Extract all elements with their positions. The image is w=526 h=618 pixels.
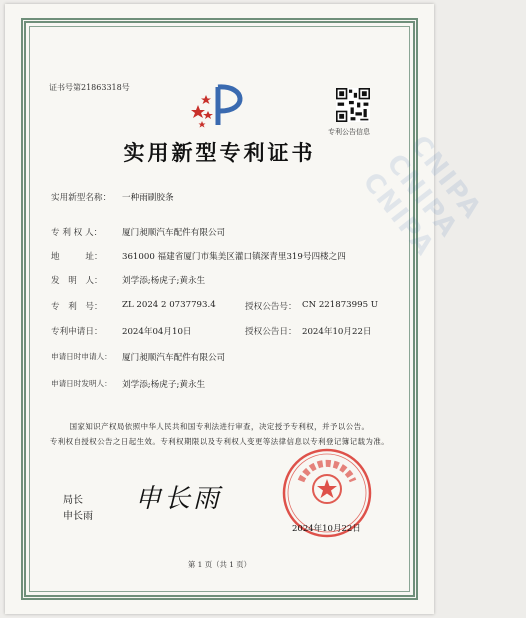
field-label-inventor: 发 明 人： (51, 276, 103, 286)
cnipa-logo-icon (188, 81, 252, 129)
field-value-applicant: 厦门昶顺汽车配件有限公司 (122, 353, 226, 363)
field-value-pub-date: 2024年10月22日 (302, 327, 372, 337)
field-label-patent-number: 专 利 号： (51, 302, 103, 312)
field-value-patentee: 厦门昶顺汽车配件有限公司 (122, 228, 226, 238)
field-label-applicant: 申请日时申请人： (51, 352, 112, 361)
notice-line-2: 专利权自授权公告之日起生效。专利权期限以及专利权人变更等法律信息以专利登记簿记载为准。 (49, 437, 390, 446)
field-value-address: 361000 福建省厦门市集美区灌口镇深青里319号四楼之四 (122, 252, 346, 262)
field-label-pub-number: 授权公告号： (245, 302, 297, 312)
field-label-pub-date: 授权公告日： (245, 327, 297, 337)
director-name: 申长雨 (63, 511, 93, 522)
field-label-filing-date: 专利申请日： (51, 327, 103, 337)
field-value-name: 一种雨刷胶条 (122, 193, 174, 203)
certificate-title: 实用新型专利证书 (123, 140, 316, 165)
qr-label: 专利公告信息 (328, 128, 370, 136)
field-value-applicant-inventor: 刘学添;杨虎子;黄永生 (122, 380, 206, 390)
certificate-page (5, 4, 488, 614)
seal-date: 2024年10月22日 (292, 524, 361, 534)
field-label-applicant-inventor: 申请日时发明人： (51, 379, 112, 388)
field-value-inventor: 刘学添;杨虎子;黄永生 (122, 276, 206, 286)
qr-code-icon[interactable] (336, 88, 370, 122)
field-label-address: 地 址： (51, 252, 103, 262)
watermark: CNIPA CNIPA CNIPA (356, 130, 488, 263)
page-number: 第 1 页（共 1 页） (187, 560, 252, 569)
field-label-patentee: 专 利 权 人： (51, 228, 103, 238)
director-signature: 申长雨 (135, 484, 223, 514)
field-value-filing-date: 2024年04月10日 (122, 327, 192, 337)
field-value-pub-number: CN 221873995 U (302, 300, 379, 310)
field-value-patent-number: ZL 2024 2 0737793.4 (122, 300, 216, 310)
notice-line-1: 国家知识产权局依照中华人民共和国专利法进行审查，决定授予专利权，并予以公告。 (69, 422, 370, 431)
director-title: 局长 (63, 495, 83, 506)
field-label-name: 实用新型名称： (51, 193, 112, 203)
certificate-number: 证书号第21863318号 (49, 83, 130, 92)
